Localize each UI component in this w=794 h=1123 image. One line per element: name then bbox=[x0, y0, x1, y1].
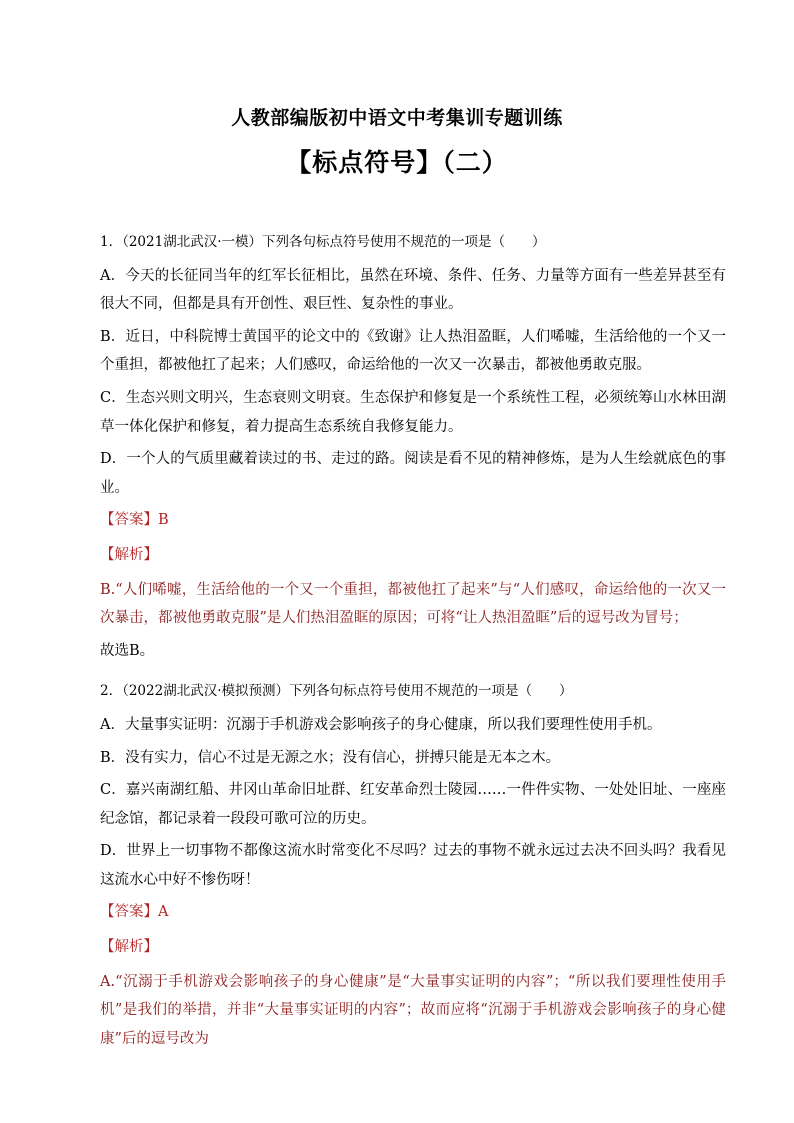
analysis-text: A.“沉溺于手机游戏会影响孩子的身心健康”是“大量事实证明的内容”；“所以我们要理性使用手机”是我们的举措，并非“大量事实证明的内容”；故而应将“沉溺于手机游戏会影响孩子的身心健康”后的逗号改为 bbox=[100, 973, 726, 1047]
option-a: A．今天的长征同当年的红军长征相比，虽然在环境、条件、任务、力量等方面有一些差异甚至有很大不同，但都是具有开创性、艰巨性、复杂性的事业。 bbox=[100, 267, 726, 313]
document-content bbox=[100, 228, 726, 1057]
answer-label: 【答案】A bbox=[100, 904, 169, 921]
option-c: C．生态兴则文明兴，生态衰则文明衰。生态保护和修复是一个系统性工程，必须统筹山水林田湖草一体化保护和修复，着力提高生态系统自我修复能力。 bbox=[100, 389, 726, 435]
page-subtitle: 【标点符号】（二） bbox=[286, 148, 508, 177]
answer-label: 【答案】B bbox=[100, 512, 169, 529]
question-head: 1．（2021湖北武汉·一模）下列各句标点符号使用不规范的一项是（ ） bbox=[100, 234, 546, 250]
analysis-label: 【解析】 bbox=[100, 546, 158, 563]
option-d: D．世界上一切事物不都像这流水时常变化不尽吗？过去的事物不就永远过去决不回头吗？我看见这流水心中好不惨伤呀！ bbox=[100, 843, 726, 888]
analysis-label: 【解析】 bbox=[100, 939, 158, 956]
option-c: C．嘉兴南湖红船、井冈山革命旧址群、红安革命烈士陵园……一件件实物、一处处旧址、一座座纪念馆，都记录着一段段可歌可泣的历史。 bbox=[100, 782, 726, 827]
conclusion-text: 故选B。 bbox=[100, 642, 155, 659]
question-head: 2．（2022湖北武汉·模拟预测）下列各句标点符号使用不规范的一项是（ ） bbox=[100, 683, 573, 700]
option-b: B．近日，中科院博士黄国平的论文中的《致谢》让人热泪盈眶，人们唏嘘，生活给他的一个又一个重担，都被他扛了起来；人们感叹，命运给他的一次又一次暴击，都被他勇敢克服。 bbox=[100, 328, 726, 374]
option-a: A．大量事实证明：沉溺于手机游戏会影响孩子的身心健康，所以我们要理性使用手机。 bbox=[100, 716, 662, 733]
question-2 bbox=[100, 677, 726, 1053]
option-d: D．一个人的气质里藏着读过的书、走过的路。阅读是看不见的精神修炼，是为人生绘就底色的事业。 bbox=[100, 451, 726, 496]
analysis-text: B.“人们唏嘘，生活给他的一个又一个重担，都被他扛了起来”与“人们感叹，命运给他的一次又一次暴击，都被他勇敢克服”是人们热泪盈眶的原因；可将“让人热泪盈眶”后的逗号改为冒号； bbox=[100, 581, 726, 627]
page-title: 人教部编版初中语文中考集训专题训练 bbox=[231, 107, 563, 129]
question-1 bbox=[100, 228, 726, 665]
option-b: B．没有实力，信心不过是无源之水；没有信心，拼搏只能是无本之木。 bbox=[100, 749, 561, 766]
